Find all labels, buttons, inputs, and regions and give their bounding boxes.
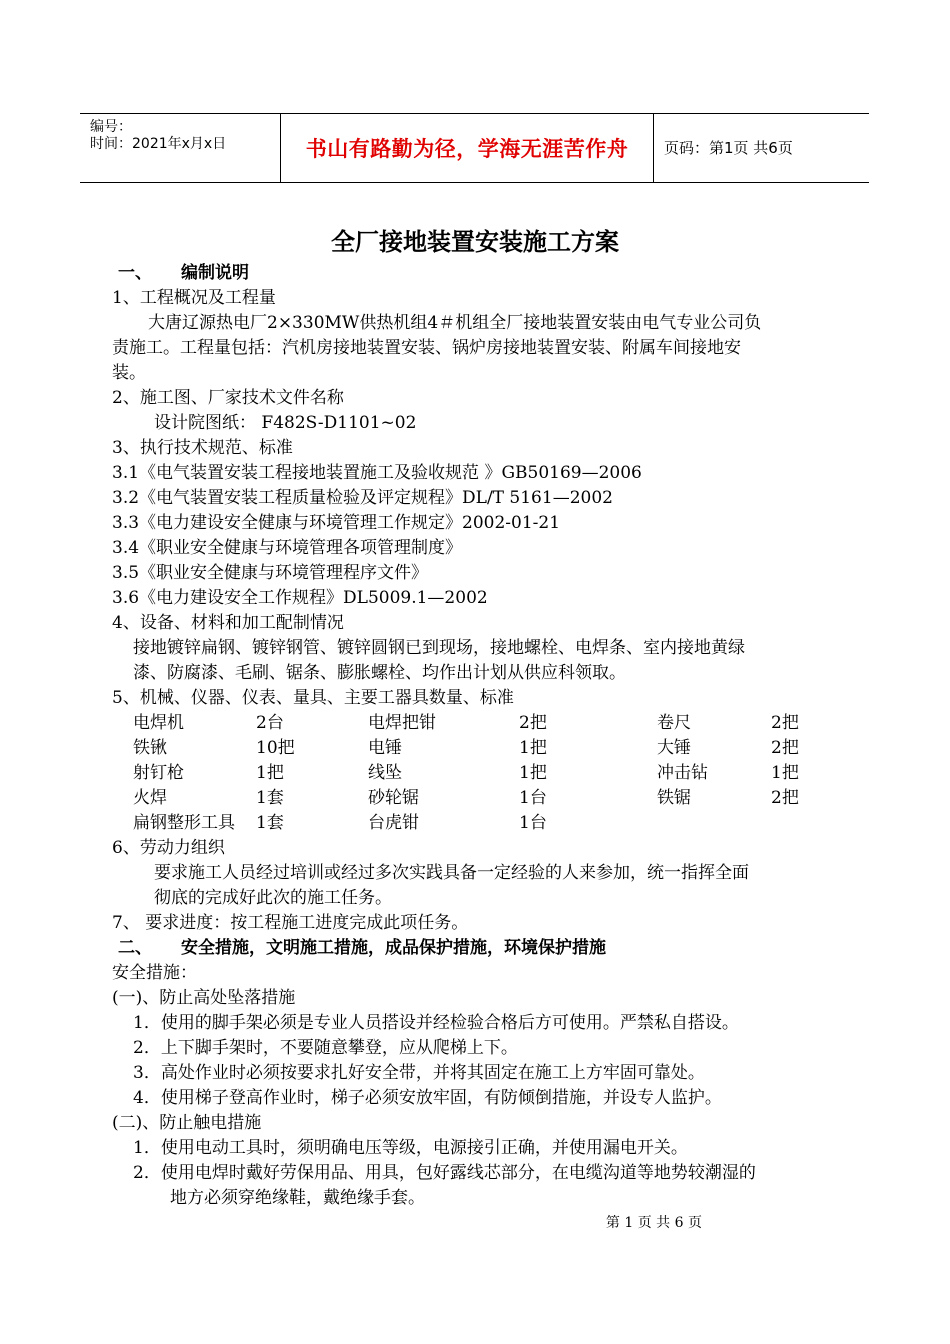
item-5-heading: 5、机械、仪器、仪表、量具、主要工器具数量、标准 bbox=[112, 688, 514, 708]
item-4-paragraph-line: 漆、防腐漆、毛刷、锯条、膨胀螺栓、均作出计划从供应科领取。 bbox=[133, 663, 626, 683]
measure-item: 1．使用电动工具时，须明确电压等级，电源接引正确，并使用漏电开关。 bbox=[133, 1138, 688, 1158]
page-label: 页码：第1页 共6页 bbox=[664, 139, 793, 157]
tool-quantity: 2把 bbox=[771, 788, 799, 808]
standard-item: 3.6《电力建设安全工作规程》DL5009.1—2002 bbox=[112, 588, 488, 608]
subsection-fall-prevention: (一)、防止高处坠落措施 bbox=[112, 988, 296, 1008]
standard-item: 3.4《职业安全健康与环境管理各项管理制度》 bbox=[112, 538, 463, 558]
subsection-electric-shock: (二)、防止触电措施 bbox=[112, 1113, 262, 1133]
tool-name: 铁锹 bbox=[133, 738, 167, 758]
tool-name: 射钉枪 bbox=[133, 763, 184, 783]
item-1-paragraph-line: 大唐辽源热电厂2×330MW供热机组4＃机组全厂接地装置安装由电气专业公司负 bbox=[148, 313, 762, 333]
section-2-heading: 安全措施，文明施工措施，成品保护措施，环境保护措施 bbox=[181, 938, 606, 958]
tool-name: 线坠 bbox=[368, 763, 402, 783]
measure-item: 2．使用电焊时戴好劳保用品、用具，包好露线芯部分，在电缆沟道等地势较潮湿的 bbox=[133, 1163, 756, 1183]
motto-text: 书山有路勤为径，学海无涯苦作舟 bbox=[305, 137, 629, 161]
measure-item: 1．使用的脚手架必须是专业人员搭设并经检验合格后方可使用。严禁私自搭设。 bbox=[133, 1013, 739, 1033]
item-1-paragraph-line: 责施工。工程量包括：汽机房接地装置安装、锅炉房接地装置安装、附属车间接地安 bbox=[112, 338, 741, 358]
measure-item: 2．上下脚手架时，不要随意攀登，应从爬梯上下。 bbox=[133, 1038, 518, 1058]
item-6-paragraph-line: 要求施工人员经过培训或经过多次实践具备一定经验的人来参加，统一指挥全面 bbox=[154, 863, 749, 883]
header-page-cell bbox=[654, 114, 869, 182]
tool-quantity: 2台 bbox=[256, 713, 284, 733]
tool-quantity: 1把 bbox=[519, 763, 547, 783]
item-3-heading: 3、执行技术规范、标准 bbox=[112, 438, 293, 458]
tool-name: 电锤 bbox=[368, 738, 402, 758]
time-label: 时间：2021年x月x日 bbox=[90, 136, 227, 152]
document-header bbox=[80, 113, 869, 183]
tool-quantity: 1台 bbox=[519, 788, 547, 808]
tool-name: 卷尺 bbox=[657, 713, 691, 733]
tool-quantity: 2把 bbox=[771, 738, 799, 758]
section-1-number: 一、 bbox=[118, 263, 152, 283]
tool-name: 台虎钳 bbox=[368, 813, 419, 833]
measure-item: 4．使用梯子登高作业时，梯子必须安放牢固，有防倾倒措施，并设专人监护。 bbox=[133, 1088, 722, 1108]
standard-item: 3.2《电气装置安装工程质量检验及评定规程》DL/T 5161—2002 bbox=[112, 488, 613, 508]
tool-quantity: 2把 bbox=[519, 713, 547, 733]
tool-quantity: 1套 bbox=[256, 813, 284, 833]
tool-quantity: 1把 bbox=[256, 763, 284, 783]
item-4-heading: 4、设备、材料和加工配制情况 bbox=[112, 613, 344, 633]
page-footer bbox=[0, 1212, 950, 1232]
tool-quantity: 1套 bbox=[256, 788, 284, 808]
header-meta-cell bbox=[80, 114, 281, 182]
tool-quantity: 1台 bbox=[519, 813, 547, 833]
number-label: 编号： bbox=[90, 119, 132, 135]
document-title: 全厂接地装置安装施工方案 bbox=[331, 228, 619, 256]
tool-name: 电焊把钳 bbox=[368, 713, 436, 733]
tool-name: 冲击钻 bbox=[657, 763, 708, 783]
tool-name: 大锤 bbox=[657, 738, 691, 758]
measure-item: 3．高处作业时必须按要求扎好安全带，并将其固定在施工上方牢固可靠处。 bbox=[133, 1063, 705, 1083]
tool-name: 扁钢整形工具 bbox=[133, 813, 235, 833]
measure-item-continued: 地方必须穿绝缘鞋，戴绝缘手套。 bbox=[170, 1188, 425, 1208]
tool-quantity: 1把 bbox=[519, 738, 547, 758]
tool-quantity: 10把 bbox=[256, 738, 295, 758]
item-2-heading: 2、施工图、厂家技术文件名称 bbox=[112, 388, 344, 408]
standard-item: 3.1《电气装置安装工程接地装置施工及验收规范 》GB50169—2006 bbox=[112, 463, 642, 483]
item-7-line: 7、 要求进度：按工程施工进度完成此项任务。 bbox=[112, 913, 469, 933]
item-1-heading: 1、工程概况及工程量 bbox=[112, 288, 276, 308]
tool-name: 电焊机 bbox=[133, 713, 184, 733]
tool-quantity: 2把 bbox=[771, 713, 799, 733]
drawing-reference: 设计院图纸： F482S-D1101~02 bbox=[154, 413, 417, 433]
item-1-paragraph-line: 装。 bbox=[112, 363, 146, 383]
standard-item: 3.5《职业安全健康与环境管理程序文件》 bbox=[112, 563, 429, 583]
tool-name: 铁锯 bbox=[657, 788, 691, 808]
tool-quantity: 1把 bbox=[771, 763, 799, 783]
tool-name: 火焊 bbox=[133, 788, 167, 808]
header-motto-cell bbox=[281, 114, 654, 182]
footer-page-number: 第 1 页 共 6 页 bbox=[605, 1215, 702, 1231]
standard-item: 3.3《电力建设安全健康与环境管理工作规定》2002-01-21 bbox=[112, 513, 561, 533]
safety-label: 安全措施： bbox=[112, 963, 197, 983]
tool-name: 砂轮锯 bbox=[368, 788, 419, 808]
item-6-heading: 6、劳动力组织 bbox=[112, 838, 225, 858]
section-1-heading: 编制说明 bbox=[181, 263, 249, 283]
item-6-paragraph-line: 彻底的完成好此次的施工任务。 bbox=[154, 888, 392, 908]
item-4-paragraph-line: 接地镀锌扁钢、镀锌钢管、镀锌圆钢已到现场，接地螺栓、电焊条、室内接地黄绿 bbox=[133, 638, 745, 658]
section-2-number: 二、 bbox=[118, 938, 152, 958]
